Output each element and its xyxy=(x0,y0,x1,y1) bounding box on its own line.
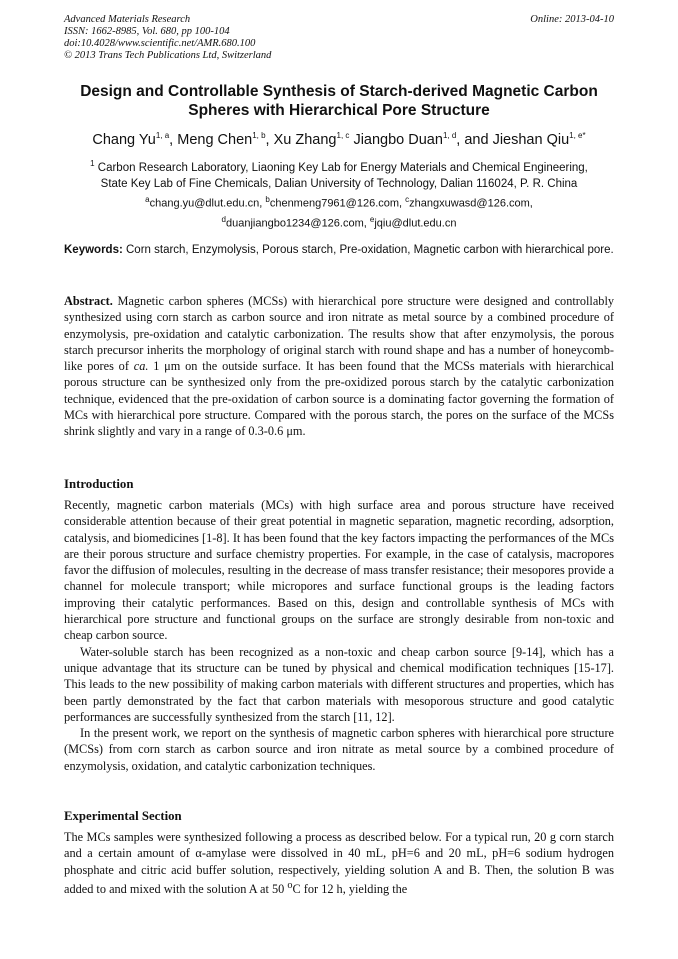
email-separator: , xyxy=(529,197,533,210)
title-line-2: Spheres with Hierarchical Pore Structure xyxy=(188,102,490,119)
doi-line: doi:10.4028/www.scientific.net/AMR.680.100 xyxy=(64,38,256,49)
email-link[interactable]: chenmeng7961@126.com xyxy=(269,197,400,210)
email-link[interactable]: chang.yu@dlut.edu.cn xyxy=(149,197,260,210)
experimental-text-1: The MCs samples were synthesized following a process as described below. For a typical run, 20 g corn starch and a certain amount of α-amylase were dissolved in 40 mL, pH=6 and 20 mL, pH=6 sodium hydrogen phosphate and citric acid buffer solution, respectively, yielding solution A and B. Then, the solution B was added to and mixed with the solution A at 50 xyxy=(64,830,614,896)
keywords-label: Keywords: xyxy=(64,244,123,256)
affiliation-sup: 1 xyxy=(90,159,95,168)
title-line-1: Design and Controllable Synthesis of Starch-derived Magnetic Carbon xyxy=(80,83,598,100)
intro-paragraph-2: Water-soluble starch has been recognized as a non-toxic and cheap carbon source [9-14], which has a unique advantage that its structure can be tuned by physical and chemical modification techniques [15-17]. This leads to the new possibility of making carbon materials with different structures and properties, which has been partly demonstrated by the fact that carbon materials with mesoporous structure and good catalytic performances are successfully synthesized from the starch [11, 12]. xyxy=(64,644,614,724)
email-link[interactable]: jqiu@dlut.edu.cn xyxy=(374,217,457,230)
introduction-heading: Introduction xyxy=(64,477,134,491)
email-separator: , xyxy=(399,197,406,210)
affiliation-line-2: State Key Lab of Fine Chemicals, Dalian University of Technology, Dalian 116024, P. R. China xyxy=(100,177,578,190)
author-affil-sup: 1, b xyxy=(252,131,266,140)
online-date: Online: 2013-04-10 xyxy=(530,14,614,25)
author-separator: , xyxy=(265,131,274,148)
email-link[interactable]: duanjiangbo1234@126.com xyxy=(225,217,364,230)
author-name: Chang Yu xyxy=(92,131,156,148)
email-sup: e xyxy=(369,214,375,224)
author-separator: , and xyxy=(456,131,493,148)
degree-sup: o xyxy=(287,879,293,891)
introduction-body xyxy=(64,497,614,774)
abstract-label: Abstract. xyxy=(64,294,113,308)
experimental-body xyxy=(64,829,614,897)
email-sup: d xyxy=(221,214,226,224)
author-affil-sup: 1, c xyxy=(336,131,350,140)
abstract-text-1: Magnetic carbon spheres (MCSs) with hierarchical pore structure were designed and controllably synthesized using corn starch as carbon source and iron nitrate as metal source by a combined procedure of enzymolysis, pre-oxidation and catalytic carbonization. The results show that after enzymolysis, the porous starch precursor inherits the morphology of original starch with round shape and has a number of honeycomb-like pores of xyxy=(64,294,615,374)
email-separator: , xyxy=(363,217,370,230)
email-list xyxy=(64,192,614,231)
email-sup: c xyxy=(405,195,410,204)
copyright-line: © 2013 Trans Tech Publications Ltd, Switzerland xyxy=(64,50,272,61)
email-link[interactable]: zhangxuwasd@126.com xyxy=(409,197,530,210)
abstract-text-2: 1 μm on the outside surface. It has been found that the MCSs materials with hierarchical porous structure can be synthesized only from the pre-oxidized porous starch by the catalytic carbonization technique, evidenced that the pre-oxidation of carbon source is a dominating factor governing the formation of MCs with hierarchical pore structure. Compared with the porous starch, the pores on the surface of the MCSs shrink slightly and vary in a range of 0.3-0.6 μm. xyxy=(64,359,614,439)
abstract-ca: ca. xyxy=(133,359,149,374)
paper-title xyxy=(64,82,614,120)
experimental-heading: Experimental Section xyxy=(64,809,182,823)
journal-name: Advanced Materials Research xyxy=(64,14,191,25)
email-separator: , xyxy=(259,197,266,210)
affiliation-line-1: Carbon Research Laboratory, Liaoning Key Lab for Energy Materials and Chemical Engineering, xyxy=(97,161,588,174)
keywords xyxy=(64,242,614,258)
author-name: Meng Chen xyxy=(177,131,253,148)
author-name: Jiangbo Duan xyxy=(353,131,443,148)
affiliation xyxy=(64,156,614,192)
abstract xyxy=(64,293,614,440)
intro-paragraph-3: In the present work, we report on the synthesis of magnetic carbon spheres with hierarchical pore structure (MCSs) from corn starch as carbon source and iron nitrate as metal source by a combined procedure of enzymolysis, oxidation, and catalytic carbonization techniques. xyxy=(64,726,614,773)
author-name: Xu Zhang xyxy=(273,131,337,148)
issn-line: ISSN: 1662-8985, Vol. 680, pp 100-104 xyxy=(64,26,230,37)
email-sup: a xyxy=(145,195,150,204)
author-name: Jieshan Qiu xyxy=(492,131,570,148)
author-list xyxy=(64,131,614,148)
intro-paragraph-1: Recently, magnetic carbon materials (MCs) with high surface area and porous structure have received considerable attention because of their great potential in magnetic separation, magnetic recording, adsorption, catalysis, and biomedicines [1-8]. It has been found that the key factors impacting the performances of the MCs are their porous structure and surface chemistry properties. For example, in the case of catalysis, macropores favor the diffusion of molecules, resulting in the decrease of mass transfer resistance; their mesopores provide a channel for molecule transport; while micropores and surface functional groups is the leading factors improving their catalytic performances. Based on this, design and controllable synthesis of MCs with hierarchical pore structure and functional groups on the surface are strongly desirable from non-toxic and cheap carbon source. xyxy=(64,498,614,643)
experimental-text-2: C for 12 h, yielding the xyxy=(292,881,408,896)
author-affil-sup: 1, e* xyxy=(569,131,586,140)
author-affil-sup: 1, a xyxy=(155,131,170,140)
author-separator: , xyxy=(169,131,178,148)
journal-header xyxy=(64,14,271,62)
keywords-text: Corn starch, Enzymolysis, Porous starch, Pre-oxidation, Magnetic carbon with hierarchical pore. xyxy=(126,244,614,256)
author-affil-sup: 1, d xyxy=(442,131,457,140)
email-sup: b xyxy=(265,195,270,204)
